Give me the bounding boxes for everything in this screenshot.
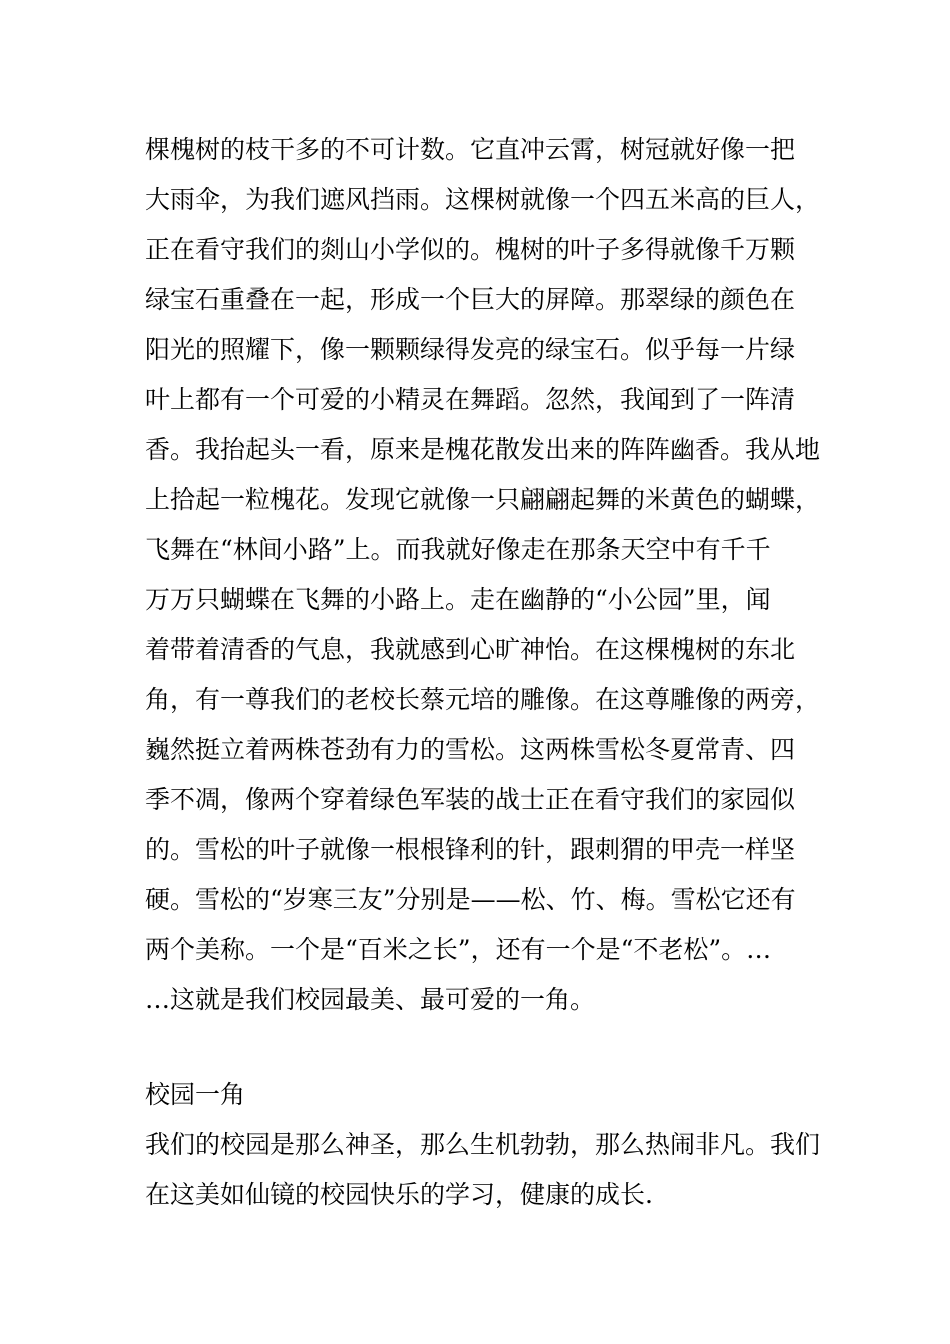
text-line: 我们的校园是那么神圣，那么生机勃勃，那么热闹非凡。我们 [145, 1130, 821, 1159]
text-line: 棵槐树的枝干多的不可计数。它直冲云霄，树冠就好像一把 [145, 135, 796, 164]
text-line: 叶上都有一个可爱的小精灵在舞蹈。忽然，我闻到了一阵清 [145, 385, 796, 414]
text-line: 万万只蝴蝶在飞舞的小路上。走在幽静的“小公园”里，闻 [145, 585, 771, 614]
text-line: 角，有一尊我们的老校长蔡元培的雕像。在这尊雕像的两旁， [145, 685, 821, 714]
text-line: 季不凋，像两个穿着绿色军装的战士正在看守我们的家园似 [145, 785, 796, 814]
text-line: 香。我抬起头一看，原来是槐花散发出来的阵阵幽香。我从地 [145, 435, 821, 464]
text-line: …这就是我们校园最美、最可爱的一角。 [145, 985, 596, 1014]
text-line: 正在看守我们的剡山小学似的。槐树的叶子多得就像千万颗 [145, 235, 796, 264]
text-line: 在这美如仙镜的校园快乐的学习，健康的成长. [145, 1180, 653, 1209]
text-line: 阳光的照耀下，像一颗颗绿得发亮的绿宝石。似乎每一片绿 [145, 335, 796, 364]
text-line: 硬。雪松的“岁寒三友”分别是——松、竹、梅。雪松它还有 [145, 885, 796, 914]
text-line: 大雨伞，为我们遮风挡雨。这棵树就像一个四五米高的巨人， [145, 185, 821, 214]
text-line: 着带着清香的气息，我就感到心旷神怡。在这棵槐树的东北 [145, 635, 796, 664]
main-paragraph [145, 125, 825, 1025]
section-block [145, 1070, 825, 1220]
text-line: 巍然挺立着两株苍劲有力的雪松。这两株雪松冬夏常青、四 [145, 735, 796, 764]
text-line: 上拾起一粒槐花。发现它就像一只翩翩起舞的米黄色的蝴蝶， [145, 485, 821, 514]
section-heading: 校园一角 [145, 1080, 246, 1109]
text-line: 两个美称。一个是“百米之长”，还有一个是“不老松”。… [145, 935, 772, 964]
text-line: 绿宝石重叠在一起，形成一个巨大的屏障。那翠绿的颜色在 [145, 285, 796, 314]
text-line: 飞舞在“林间小路”上。而我就好像走在那条天空中有千千 [145, 535, 771, 564]
text-line: 的。雪松的叶子就像一根根锋利的针，跟刺猬的甲壳一样坚 [145, 835, 796, 864]
